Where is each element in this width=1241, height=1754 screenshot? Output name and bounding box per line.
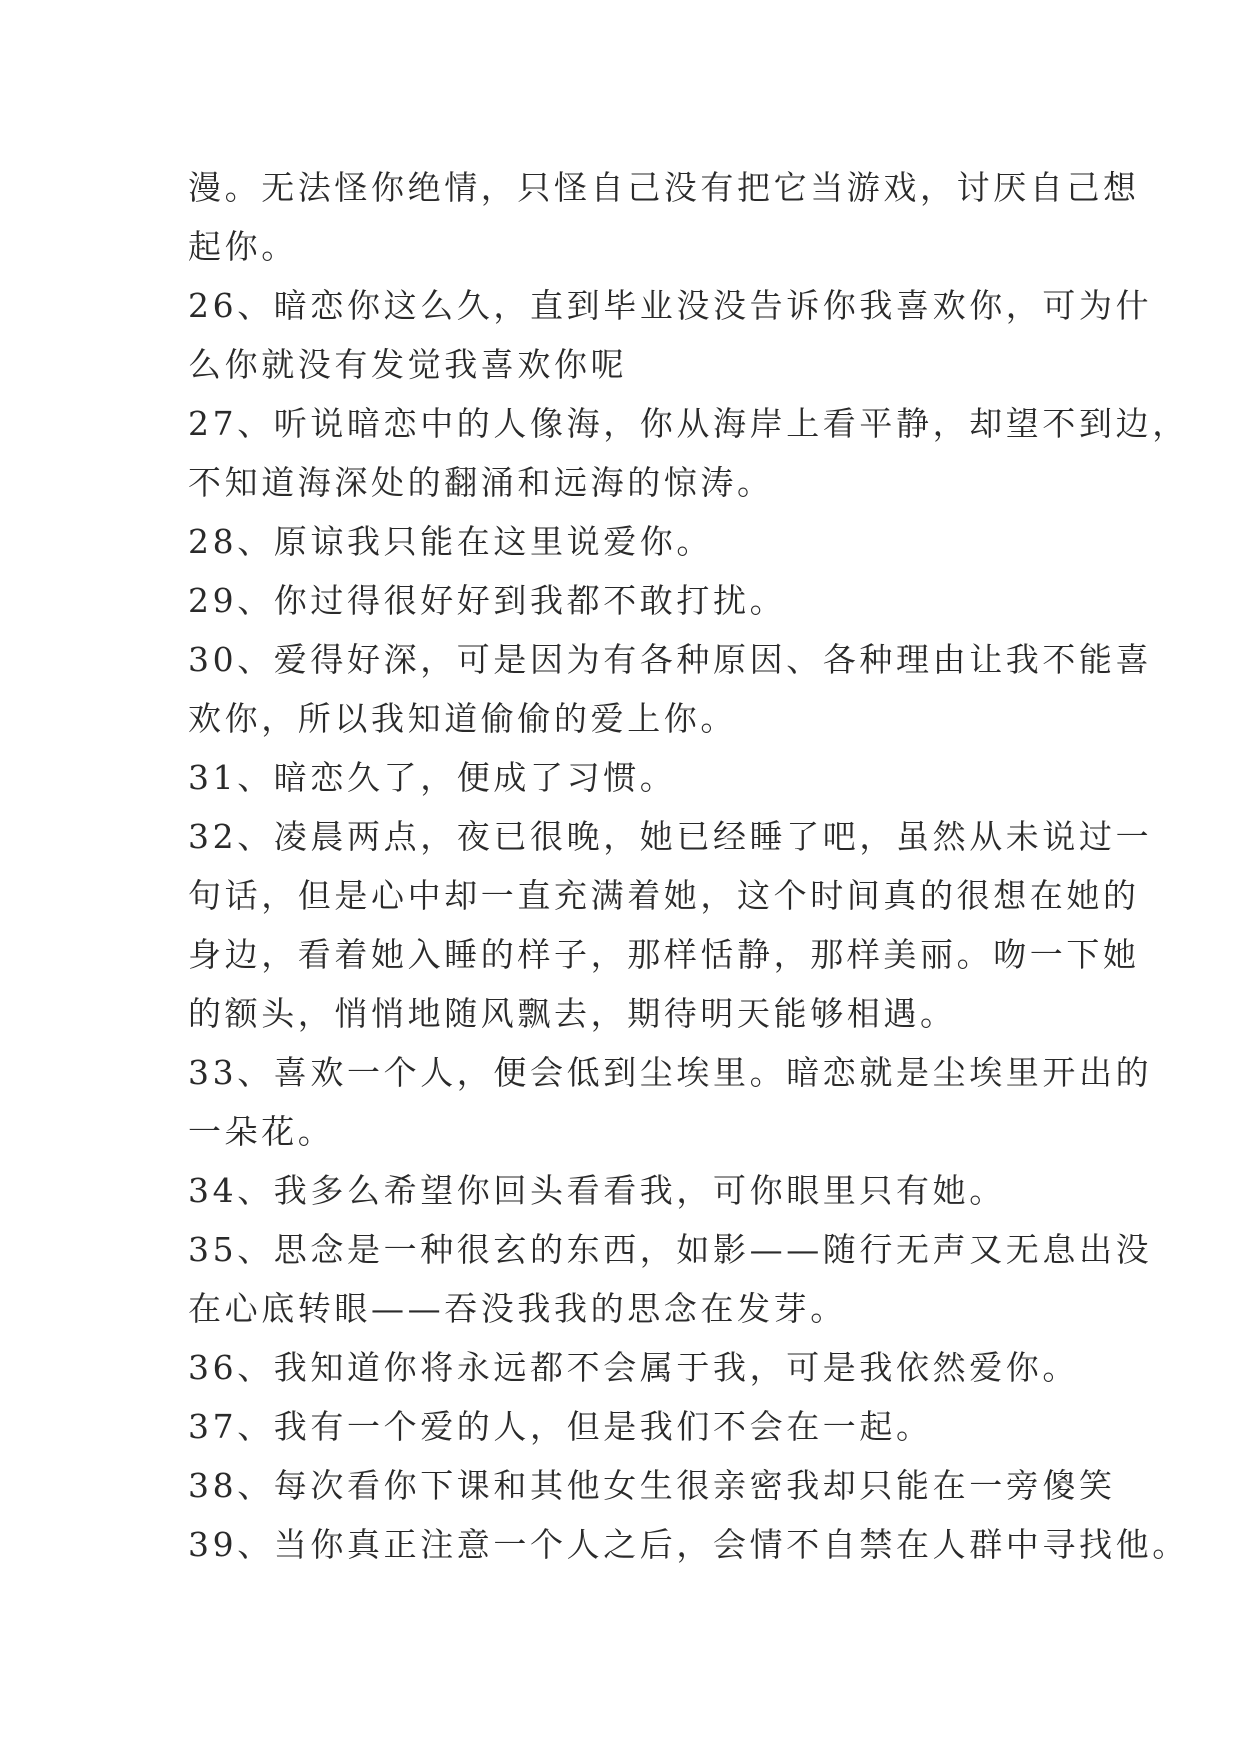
text-line: 37、我有一个爱的人，但是我们不会在一起。 [188, 1407, 933, 1446]
text-line: 30、爱得好深，可是因为有各种原因、各种理由让我不能喜 [188, 640, 1153, 679]
text-line: 的额头，悄悄地随风飘去，期待明天能够相遇。 [188, 994, 957, 1033]
text-line: 在心底转眼——吞没我我的思念在发芽。 [188, 1289, 847, 1328]
text-line: 36、我知道你将永远都不会属于我，可是我依然爱你。 [188, 1348, 1079, 1387]
text-line: 欢你，所以我知道偷偷的爱上你。 [188, 699, 737, 738]
text-line: 39、当你真正注意一个人之后，会情不自禁在人群中寻找他。 [188, 1525, 1189, 1564]
text-line: 35、思念是一种很玄的东西，如影——随行无声又无息出没 [188, 1230, 1153, 1269]
text-line: 起你。 [188, 227, 298, 266]
text-line: 28、原谅我只能在这里说爱你。 [188, 522, 713, 561]
text-line: 27、听说暗恋中的人像海，你从海岸上看平静，却望不到边， [188, 404, 1189, 443]
text-line: 38、每次看你下课和其他女生很亲密我却只能在一旁傻笑 [188, 1466, 1116, 1505]
text-line: 34、我多么希望你回头看看我，可你眼里只有她。 [188, 1171, 1006, 1210]
text-line: 句话，但是心中却一直充满着她，这个时间真的很想在她的 [188, 876, 1140, 915]
text-line: 29、你过得很好好到我都不敢打扰。 [188, 581, 787, 620]
text-line: 漫。无法怪你绝情，只怪自己没有把它当游戏，讨厌自己想 [188, 168, 1140, 207]
text-line: 33、喜欢一个人，便会低到尘埃里。暗恋就是尘埃里开出的 [188, 1053, 1153, 1092]
text-line: 么你就没有发觉我喜欢你呢 [188, 345, 628, 384]
text-line: 不知道海深处的翻涌和远海的惊涛。 [188, 463, 774, 502]
text-line: 一朵花。 [188, 1112, 335, 1151]
text-line: 31、暗恋久了，便成了习惯。 [188, 758, 677, 797]
text-line: 26、暗恋你这么久，直到毕业没没告诉你我喜欢你，可为什 [188, 286, 1153, 325]
text-line: 身边，看着她入睡的样子，那样恬静，那样美丽。吻一下她 [188, 935, 1140, 974]
text-line: 32、凌晨两点，夜已很晚，她已经睡了吧，虽然从未说过一 [188, 817, 1153, 856]
document-body [188, 158, 1189, 1574]
